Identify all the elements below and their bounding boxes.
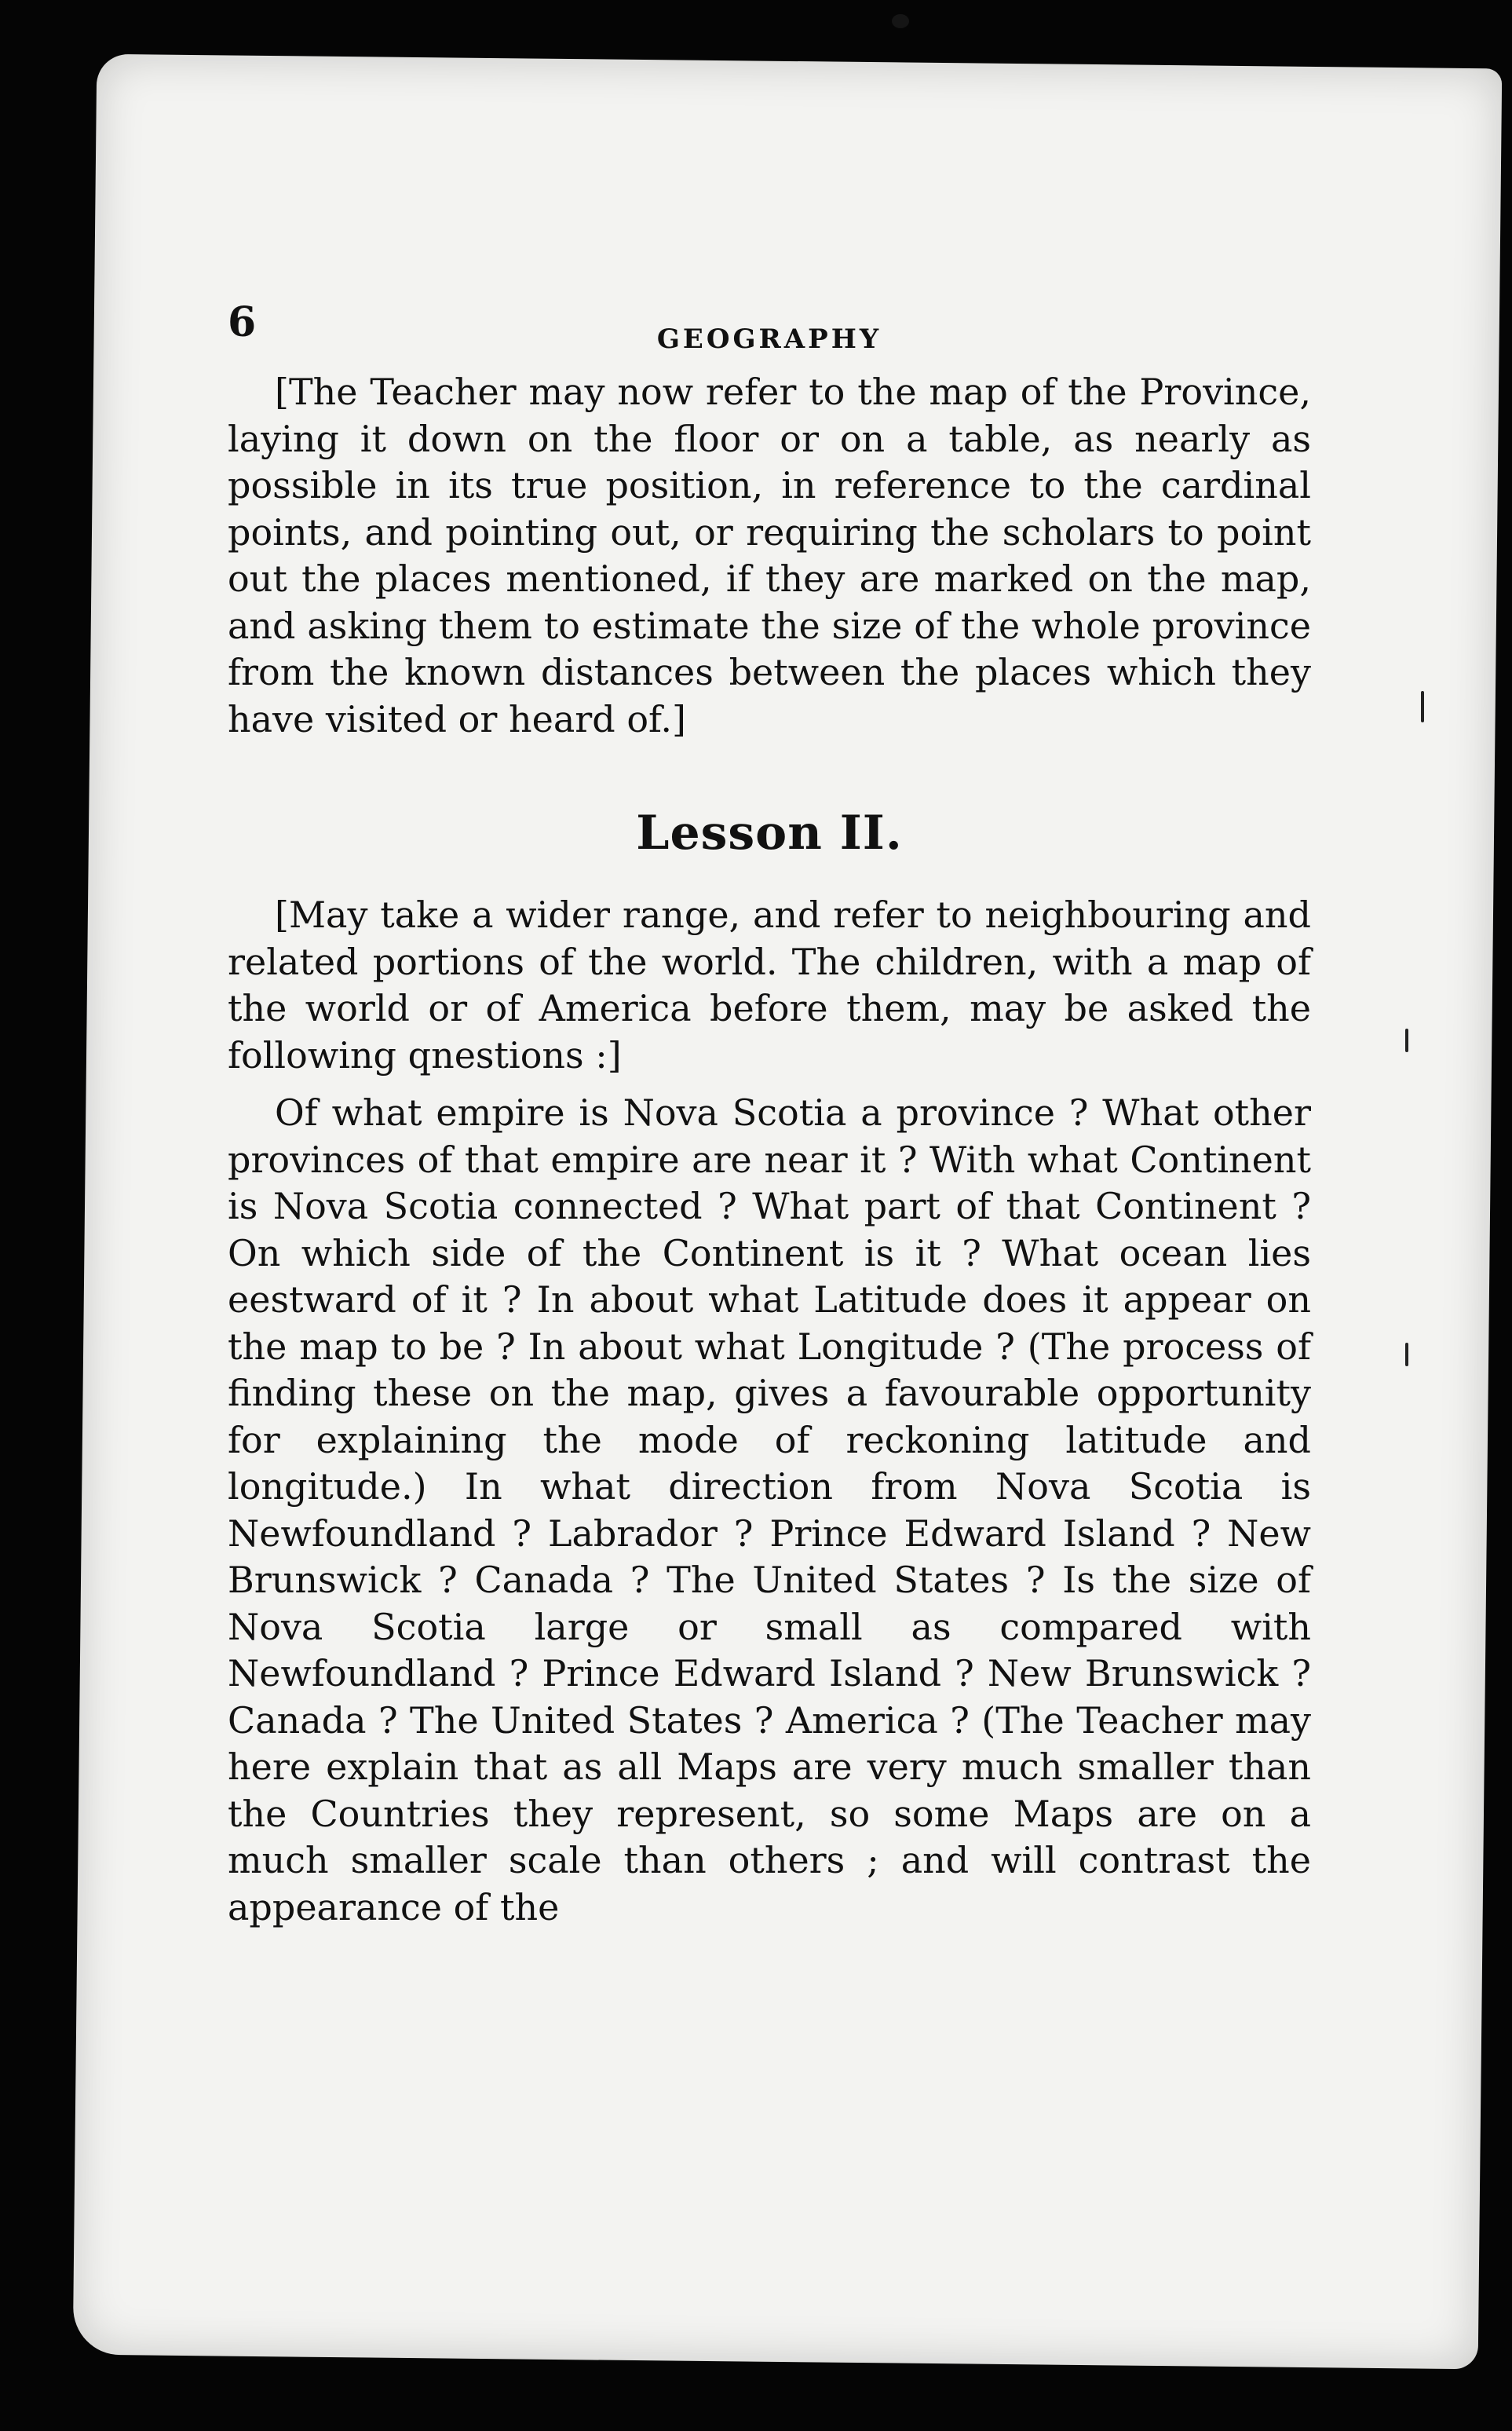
- running-head: GEOGRAPHY: [656, 324, 882, 355]
- questions-paragraph: Of what empire is Nova Scotia a province ? What other provinces of that empire are near it ? With what Continent is Nova Scotia connected ? What part of that Continent ? On which side of the Continent is it ? What ocean lies eestward of it ? In about what Latitude does it appear on the map to be ? In about what Longitude ? (The process of finding these on the map, gives a favourable opportunity for explaining the mode of reckoning latitude and longitude.) In what direction from Nova Scotia is Newfoundland ? Labrador ? Prince Edward Island ? New Brunswick ? Canada ? The United States ? Is the size of Nova Scotia large or small as compared with Newfoundland ? Prince Edward Island ? New Brunswick ? Canada ? The United States ? America ? (The Teacher may here explain that as all Maps are very much smaller than the Countries they represent, so some Maps are on a much smaller scale than others ; and will contrast the appearance of the: [228, 1091, 1311, 1928]
- page-number: 6: [228, 298, 257, 346]
- text-block: [228, 283, 1311, 1931]
- ink-speck: [892, 14, 909, 28]
- lesson-title: Lesson II.: [636, 806, 903, 861]
- intro-paragraph: [The Teacher may now refer to the map of the Province, laying it down on the floor or on a table, as nearly as possible in its true position, in reference to the cardinal points, and pointing out, or requiring the scholars to point out the places mentioned, if they are marked on the map, and asking them to estimate the size of the whole province from the known distances between the places which they have visited or heard of.]: [228, 371, 1311, 740]
- margin-mark: [1405, 1029, 1408, 1052]
- margin-mark: [1405, 1343, 1408, 1366]
- lesson-intro-paragraph: [May take a wider range, and refer to neighbouring and related portions of the world. The children, with a map of the world or of America before them, may be asked the following qnestions :]: [228, 894, 1311, 1077]
- page-header: [228, 283, 1311, 369]
- margin-mark: [1421, 691, 1424, 722]
